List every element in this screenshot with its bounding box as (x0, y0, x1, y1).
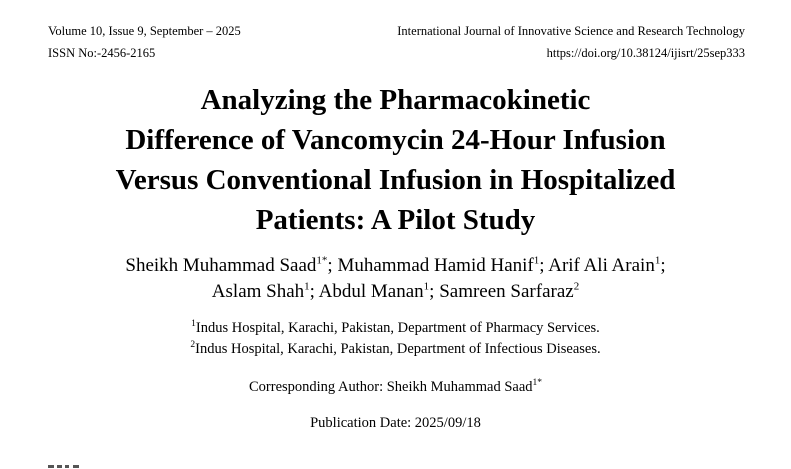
affiliation (40, 339, 751, 360)
author-affiliation-mark: 1 (423, 280, 430, 293)
author-line (40, 279, 751, 305)
author-name: Samreen Sarfaraz (439, 281, 574, 302)
affiliation-text: Indus Hospital, Karachi, Pakistan, Department of Pharmacy Services. (195, 320, 600, 336)
corresponding-author (40, 377, 751, 397)
author-name: Arif Ali Arain (548, 255, 655, 276)
affiliation (40, 318, 751, 339)
author-affiliation-mark: 1 (533, 254, 540, 267)
author-list (40, 253, 751, 305)
affiliation-mark: 2 (190, 340, 196, 351)
affiliation-mark: 1 (191, 319, 196, 330)
volume-issue: Volume 10, Issue 9, September – 2025 (48, 24, 241, 38)
journal-name: International Journal of Innovative Science and Research Technology (397, 24, 745, 38)
author-affiliation-mark: 2 (573, 280, 580, 293)
author-line (40, 253, 751, 279)
author-separator: ; (309, 281, 319, 302)
author-affiliation-mark: 1 (304, 280, 310, 293)
paper-title (60, 80, 731, 240)
corresponding-author-label: Corresponding Author: Sheikh Muhammad Saad (248, 379, 533, 395)
title-line: Versus Conventional Infusion in Hospitalized (115, 164, 676, 196)
doi-link[interactable]: https://doi.org/10.38124/ijisrt/25sep333 (546, 46, 745, 60)
title-line: Analyzing the Pharmacokinetic (200, 84, 591, 116)
title-line: Patients: A Pilot Study (255, 204, 536, 236)
author-affiliation-mark: 1* (316, 254, 328, 267)
publication-date: Publication Date: 2025/09/18 (310, 415, 481, 431)
author-name: Muhammad Hamid Hanif (337, 255, 534, 276)
cropped-text-fragment (48, 461, 118, 469)
corresponding-author-mark: 1* (532, 378, 543, 389)
author-separator: ; (660, 255, 666, 276)
title-line: Difference of Vancomycin 24-Hour Infusion (125, 124, 666, 156)
affiliation-list (40, 318, 751, 360)
author-separator: ; (327, 255, 338, 276)
affiliation-text: Indus Hospital, Karachi, Pakistan, Department of Infectious Diseases. (195, 341, 601, 357)
author-name: Aslam Shah (211, 281, 305, 302)
issn: ISSN No:-2456-2165 (48, 46, 156, 60)
author-name: Sheikh Muhammad Saad (125, 255, 317, 276)
author-name: Abdul Manan (318, 281, 424, 302)
author-affiliation-mark: 1 (654, 254, 661, 267)
author-separator: ; (539, 255, 549, 276)
author-separator: ; (429, 281, 440, 302)
